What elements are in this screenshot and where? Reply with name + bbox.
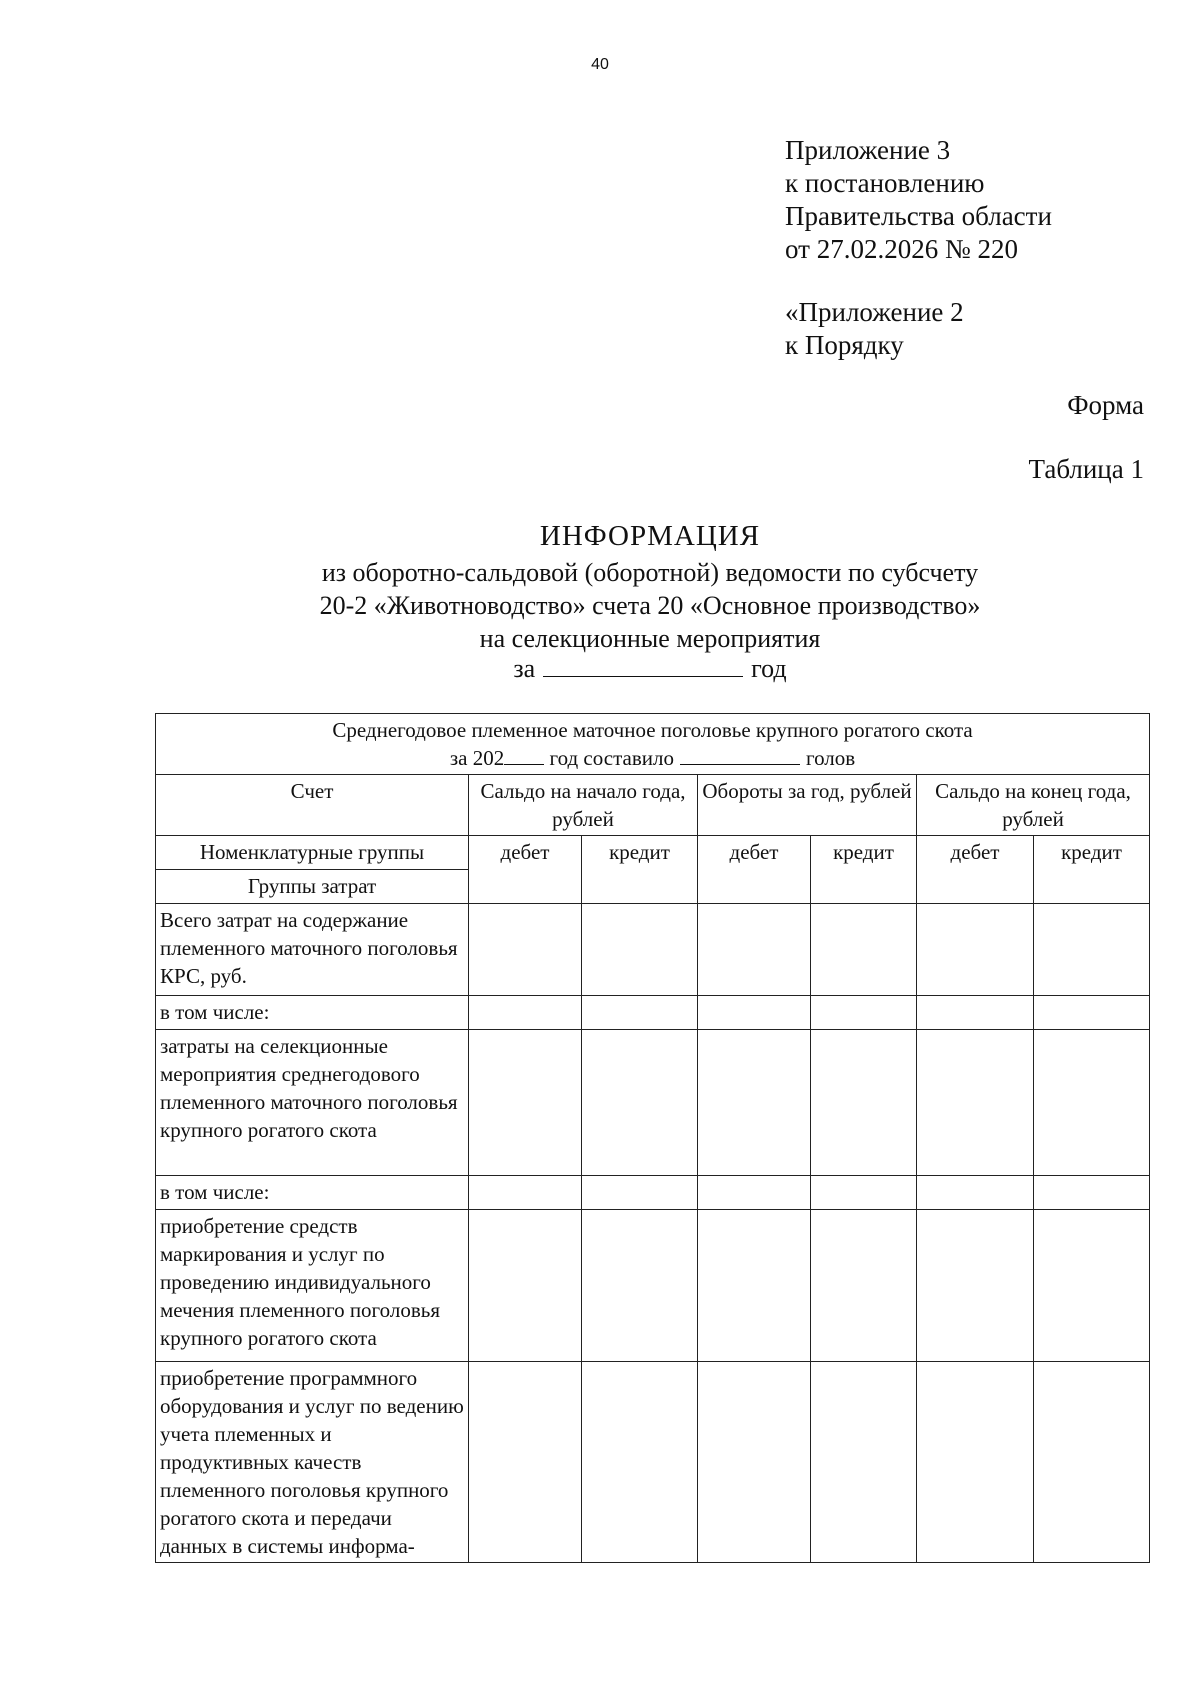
table-header-row bbox=[156, 714, 1150, 775]
table-row bbox=[156, 904, 1150, 996]
table-cell[interactable] bbox=[917, 1176, 1034, 1210]
table-cell[interactable] bbox=[698, 1210, 811, 1362]
table-cell[interactable] bbox=[698, 1176, 811, 1210]
table-cell[interactable] bbox=[469, 1362, 582, 1563]
subtitle-line: 20-2 «Животноводство» счета 20 «Основное производство» bbox=[319, 591, 981, 620]
table-cell[interactable] bbox=[811, 1176, 917, 1210]
table-cell[interactable] bbox=[582, 1362, 698, 1563]
table-cell[interactable] bbox=[582, 1210, 698, 1362]
opening-debit-header: дебет bbox=[469, 836, 582, 904]
table-cell[interactable] bbox=[582, 1030, 698, 1176]
appendix-line: к постановлению bbox=[785, 168, 985, 198]
appendix-reference bbox=[785, 134, 1052, 266]
page-number: 40 bbox=[591, 56, 609, 73]
table-cell[interactable] bbox=[698, 1362, 811, 1563]
table-cell[interactable] bbox=[469, 996, 582, 1030]
row-label: в том числе: bbox=[156, 996, 469, 1030]
appendix-line: Приложение 3 bbox=[785, 135, 951, 165]
appendix-order-reference bbox=[785, 296, 964, 362]
herd-year-suffix: голов bbox=[805, 746, 856, 770]
nomenclature-groups-label: Номенклатурные группы bbox=[156, 836, 469, 870]
closing-credit-header: кредит bbox=[1034, 836, 1150, 904]
table-cell[interactable] bbox=[698, 904, 811, 996]
table-cell[interactable] bbox=[1034, 904, 1150, 996]
table-cell[interactable] bbox=[469, 1030, 582, 1176]
column-group-header-row bbox=[156, 775, 1150, 836]
table-cell[interactable] bbox=[811, 996, 917, 1030]
period-prefix: за bbox=[513, 654, 536, 683]
table-cell[interactable] bbox=[917, 996, 1034, 1030]
table-row bbox=[156, 996, 1150, 1030]
appendix-line: от 27.02.2026 № 220 bbox=[785, 234, 1018, 264]
table-row bbox=[156, 1176, 1150, 1210]
table-cell[interactable] bbox=[917, 904, 1034, 996]
table-cell[interactable] bbox=[469, 1176, 582, 1210]
period-line bbox=[0, 654, 1200, 684]
table-cell[interactable] bbox=[811, 1030, 917, 1176]
table-number-label: Таблица 1 bbox=[1028, 454, 1144, 484]
table-cell[interactable] bbox=[1034, 996, 1150, 1030]
table-cell[interactable] bbox=[811, 1362, 917, 1563]
opening-credit-header: кредит bbox=[582, 836, 698, 904]
table-cell[interactable] bbox=[1034, 1176, 1150, 1210]
turnover-credit-header: кредит bbox=[811, 836, 917, 904]
herd-year-prefix: за 202 bbox=[449, 746, 505, 770]
herd-year-middle: год составило bbox=[549, 746, 674, 770]
table-cell[interactable] bbox=[582, 996, 698, 1030]
table-cell[interactable] bbox=[811, 1210, 917, 1362]
col-closing-balance: Сальдо на конец года, рублей bbox=[917, 775, 1150, 836]
table-cell[interactable] bbox=[469, 904, 582, 996]
balance-info-table bbox=[155, 713, 1150, 1563]
turnover-debit-header: дебет bbox=[698, 836, 811, 904]
herd-size-header bbox=[156, 714, 1150, 775]
subtitle-line: на селекционные мероприятия bbox=[479, 624, 821, 653]
table-cell[interactable] bbox=[698, 1030, 811, 1176]
row-label: затраты на селекционные мероприятия среднегодового племенного маточного поголовья крупного рогатого скота bbox=[156, 1030, 469, 1176]
table-cell[interactable] bbox=[582, 1176, 698, 1210]
table-row bbox=[156, 1362, 1150, 1563]
document-title: ИНФОРМАЦИЯ bbox=[539, 520, 761, 552]
table-cell[interactable] bbox=[917, 1210, 1034, 1362]
col-turnover: Обороты за год, рублей bbox=[698, 775, 917, 836]
table-cell[interactable] bbox=[698, 996, 811, 1030]
table-cell[interactable] bbox=[917, 1030, 1034, 1176]
closing-debit-header: дебет bbox=[917, 836, 1034, 904]
table-cell[interactable] bbox=[469, 1210, 582, 1362]
row-label: приобретение программного оборудования и услуг по ведению учета племенных и продуктивных качеств племенного поголовья крупного рогатого скота и передачи данных в системы информа- bbox=[156, 1362, 469, 1563]
document-subtitle bbox=[0, 556, 1200, 655]
appendix-line: Правительства области bbox=[785, 201, 1052, 231]
table-cell[interactable] bbox=[582, 904, 698, 996]
table-row bbox=[156, 1030, 1150, 1176]
table-cell[interactable] bbox=[917, 1362, 1034, 1563]
herd-size-line bbox=[160, 744, 1145, 772]
appendix-line: «Приложение 2 bbox=[785, 297, 964, 327]
table-cell[interactable] bbox=[1034, 1362, 1150, 1563]
form-label: Форма bbox=[1067, 390, 1144, 420]
nomenclature-row bbox=[156, 836, 1150, 870]
appendix-line: к Порядку bbox=[785, 330, 904, 360]
period-blank-field[interactable] bbox=[543, 656, 743, 677]
table-row bbox=[156, 1210, 1150, 1362]
row-label: в том числе: bbox=[156, 1176, 469, 1210]
col-account: Счет bbox=[156, 775, 469, 836]
table-cell[interactable] bbox=[811, 904, 917, 996]
head-count-blank-field[interactable] bbox=[680, 746, 800, 765]
period-suffix: год bbox=[751, 654, 787, 683]
subtitle-line: из оборотно-сальдовой (оборотной) ведомости по субсчету bbox=[321, 558, 979, 587]
col-opening-balance: Сальдо на начало года, рублей bbox=[469, 775, 698, 836]
herd-size-title: Среднегодовое племенное маточное поголовье крупного рогатого скота bbox=[332, 718, 973, 742]
year-blank-field[interactable] bbox=[504, 746, 544, 765]
table-cell[interactable] bbox=[1034, 1030, 1150, 1176]
table-cell[interactable] bbox=[1034, 1210, 1150, 1362]
row-label: приобретение средств маркирования и услуг по проведению индивидуального мечения племенного поголовья крупного рогатого скота bbox=[156, 1210, 469, 1362]
row-label: Всего затрат на содержание племенного маточного поголовья КРС, руб. bbox=[156, 904, 469, 996]
cost-groups-label: Группы затрат bbox=[156, 870, 469, 904]
